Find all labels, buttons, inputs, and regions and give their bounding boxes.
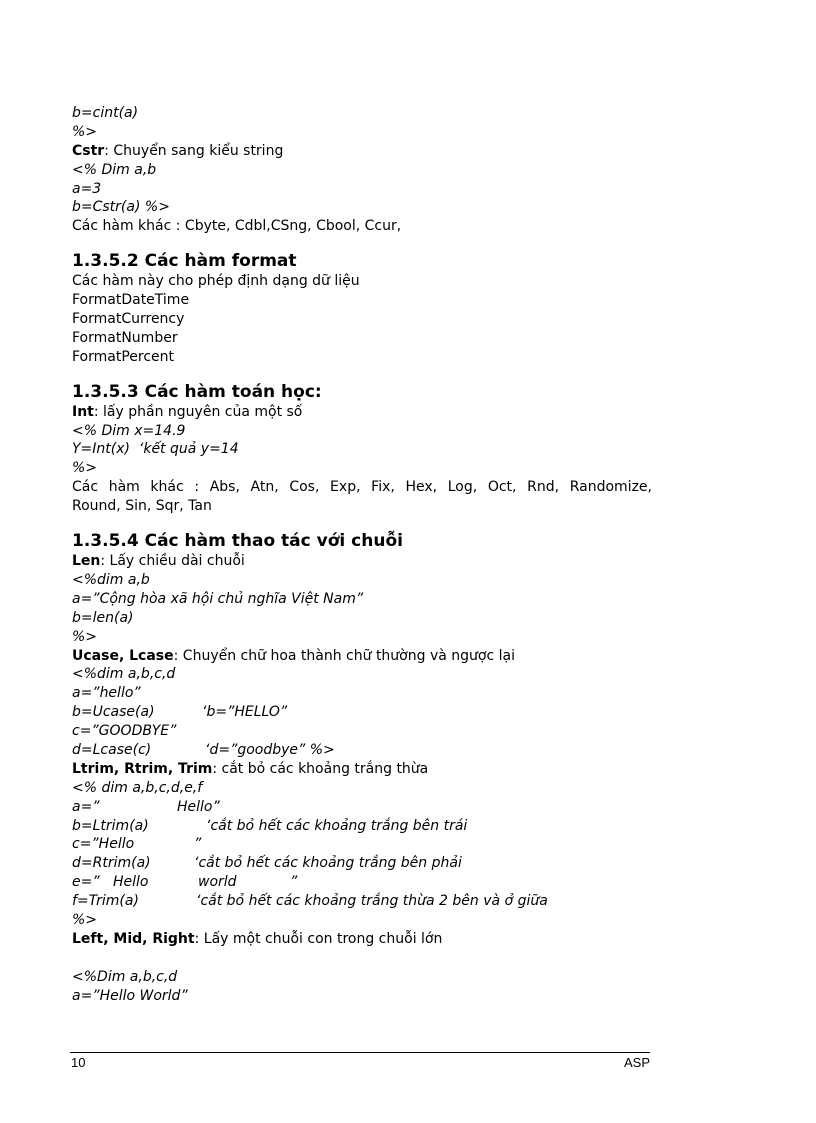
term-description: : cắt bỏ các khoảng trắng thừa [212,760,429,777]
footer-title: ASP [623,1055,650,1070]
text-line: Các hàm này cho phép định dạng dữ liệu [72,273,360,290]
code-line [72,892,652,911]
term-description: : lấy phần nguyên của một số [93,403,303,420]
page-number: 10 [71,1055,86,1070]
code-line [72,703,652,722]
term: Cstr [72,142,105,159]
code-line: %> [72,460,98,477]
page-content [72,104,652,1005]
code-line: <% Dim x=14.9 [72,422,186,439]
code-line: %> [72,123,98,140]
code-statement: d=Lcase(c) [72,741,152,758]
code-string: world [198,874,237,891]
code-string: ” [290,874,298,891]
code-line: Y=Int(x) ‘kết quả y=14 [72,441,239,458]
term-description: : Lấy một chuỗi con trong chuỗi lớn [194,930,443,947]
term: Left, Mid, Right [72,930,195,947]
code-statement: f=Trim(a) [72,893,139,910]
code-line [72,817,652,836]
code-line: <%Dim a,b,c,d [72,968,178,985]
definition-line [72,930,652,949]
code-line: a=”Cộng hòa xã hội chủ nghĩa Việt Nam” [72,590,364,607]
code-line: a=3 [72,180,102,197]
definition-line [72,647,652,666]
section-heading: 1.3.5.4 Các hàm thao tác với chuỗi [72,531,403,552]
code-line [72,854,652,873]
text-line: Round, Sin, Sqr, Tan [72,498,212,515]
code-line: %> [72,911,98,928]
code-comment: ‘cắt bỏ hết các khoảng trắng thừa 2 bên và ở giữa [196,893,548,910]
code-line: b=cint(a) [72,105,139,121]
code-statement: a=” [72,798,100,815]
code-line: b=len(a) [72,609,134,626]
code-line [72,741,652,760]
code-line: <% Dim a,b [72,161,157,178]
term: Ltrim, Rtrim, Trim [72,760,213,777]
term-description: : Chuyển sang kiểu string [104,142,284,159]
text-line: Các hàm khác : Abs, Atn, Cos, Exp, Fix, Hex, Log, Oct, Rnd, Randomize, [72,479,652,496]
code-line [72,873,652,892]
code-comment: ‘b=”HELLO” [202,704,288,721]
definition-line [72,760,652,779]
section-heading: 1.3.5.3 Các hàm toán học: [72,381,322,402]
code-statement: d=Rtrim(a) [72,855,151,872]
code-line: <%dim a,b [72,571,150,588]
code-line: <%dim a,b,c,d [72,666,176,683]
list-item: FormatCurrency [72,311,185,328]
code-line: a=”hello” [72,685,141,702]
term: Len [72,553,101,570]
code-comment: ‘cắt bỏ hết các khoảng trắng bên phải [194,855,462,872]
term-description: : Lấy chiều dài chuỗi [100,553,245,570]
term-description: : Chuyển chữ hoa thành chữ thường và ngược lại [173,647,515,664]
code-statement: e=” Hello [72,874,149,891]
code-line: c=”GOODBYE” [72,723,177,740]
section-heading: 1.3.5.2 Các hàm format [72,251,297,272]
code-line [72,798,652,817]
term: Ucase, Lcase [72,647,174,664]
list-item: FormatNumber [72,329,178,346]
code-comment: ‘cắt bỏ hết các khoảng trắng bên trái [206,817,468,834]
term: Int [72,403,94,420]
code-line: b=Cstr(a) %> [72,199,170,216]
code-statement: b=Ucase(a) [72,704,155,721]
footer-divider [70,1052,650,1053]
definition-line [72,552,652,571]
text-line: Các hàm khác : Cbyte, Cdbl,CSng, Cbool, Ccur, [72,218,402,235]
list-item: FormatPercent [72,348,175,365]
code-string: Hello” [177,798,220,815]
code-line: a=”Hello World” [72,987,188,1004]
code-string: ” [194,836,202,853]
list-item: FormatDateTime [72,292,190,309]
code-statement: c=”Hello [72,836,135,853]
definition-line [72,142,652,161]
code-line: %> [72,628,98,645]
code-line [72,835,652,854]
definition-line [72,403,652,422]
code-comment: ‘d=”goodbye” %> [205,741,335,758]
blank-line [72,949,652,968]
code-line: <% dim a,b,c,d,e,f [72,779,203,796]
code-statement: b=Ltrim(a) [72,817,149,834]
